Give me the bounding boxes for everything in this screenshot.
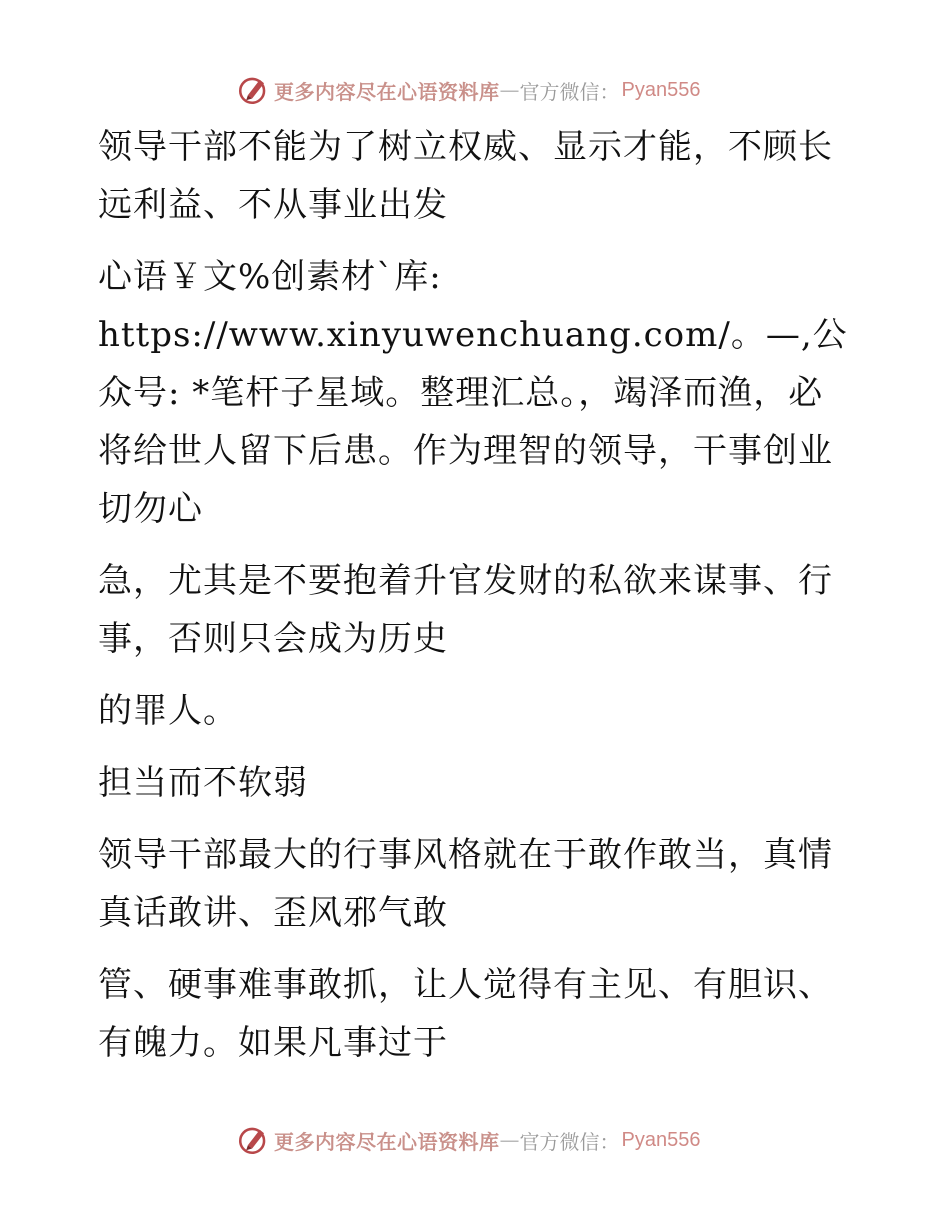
document-body: [98, 118, 858, 1086]
pen-logo-icon: [236, 1123, 270, 1157]
paragraph: 领导干部最大的行事风格就在于敢作敢当，真情真话敢讲、歪风邪气敢: [98, 835, 833, 933]
pen-logo-icon: [236, 73, 270, 107]
watermark-main-text: 更多内容尽在心语资料库: [274, 79, 500, 104]
paragraph: 领导干部不能为了树立权威、显示才能，不顾长远利益、不从事业出发: [98, 127, 833, 225]
watermark-dash: —: [499, 1128, 520, 1152]
paragraph: 急，尤其是不要抱着升官发财的私欲来谋事、行事，否则只会成为历史: [98, 561, 833, 659]
watermark-official-label: 官方微信：: [519, 1129, 620, 1154]
paragraph: 管、硬事难事敢抓，让人觉得有主见、有胆识、有魄力。如果凡事过于: [98, 965, 833, 1063]
watermark-footer: [236, 1122, 700, 1158]
watermark-main-text: 更多内容尽在心语资料库: [274, 1129, 500, 1154]
paragraph: 心语￥文%创素材`库: https://www.xinyuwenchuang.com/。—,公众号: *笔杆子星域。整理汇总。，竭泽而渔，必将给世人留下后患。作为理智的领导，干事创业切勿心: [98, 257, 848, 529]
watermark-wechat-id: Pyan556: [621, 78, 701, 101]
watermark-header: [236, 72, 700, 108]
watermark-dash: —: [499, 78, 520, 102]
section-heading: 担当而不软弱: [98, 763, 308, 803]
paragraph: 的罪人。: [98, 691, 238, 731]
watermark-official-label: 官方微信：: [519, 79, 620, 104]
watermark-wechat-id: Pyan556: [621, 1128, 701, 1151]
